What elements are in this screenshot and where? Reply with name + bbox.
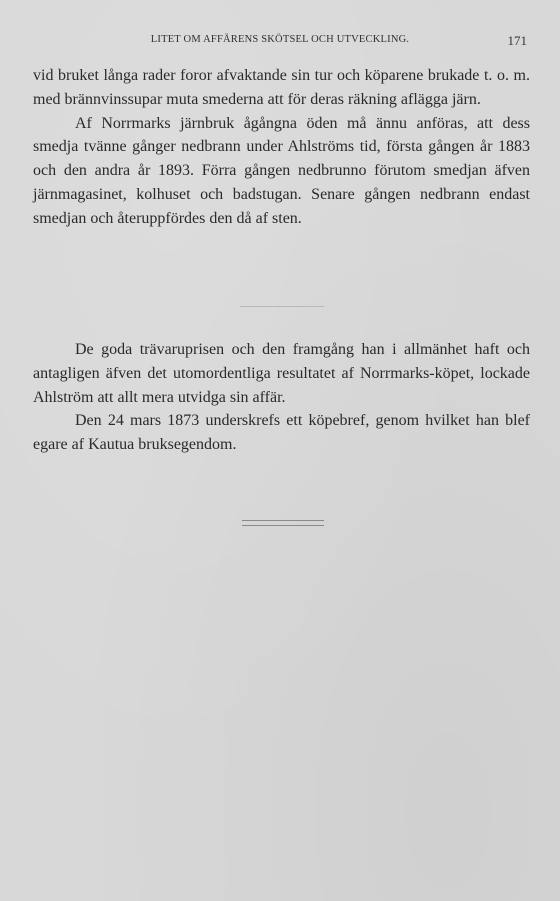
paragraph: Af Norrmarks järnbruk ågångna öden må ännu anföras, att dess smedja tvänne gånger nedbrann under Ahlströms tid, första gången år 1883 och den andra år 1893. Förra gången nedbrunno förutom smedjan äfven järnmagasinet, kolhuset och badstugan. Senare gången nedbrann endast smedjan och återuppfördes den då af sten. [33,114,530,227]
section-divider [240,306,324,307]
page-number: 171 [507,33,527,48]
running-title: LITET OM AFFÄRENS SKÖTSEL OCH UTVECKLING. [150,34,410,45]
double-rule-divider [242,520,324,526]
paragraph: vid bruket långa rader foror afvaktande sin tur och köparene brukade t. o. m. med brännvinssupar muta smederna att för deras räkning aflägga järn. [33,67,530,108]
section-one [33,64,530,231]
running-head [0,34,560,50]
paragraph: De goda trävaruprisen och den framgång han i allmänhet haft och antagligen äfven det utomordentliga resultatet af Norrmarks-köpet, lockade Ahlström att allt mera utvidga sin affär. [33,341,530,406]
section-two [33,338,530,457]
paragraph: Den 24 mars 1873 underskrefs ett köpebref, genom hvilket han blef egare af Kautua bruksegendom. [33,412,530,454]
